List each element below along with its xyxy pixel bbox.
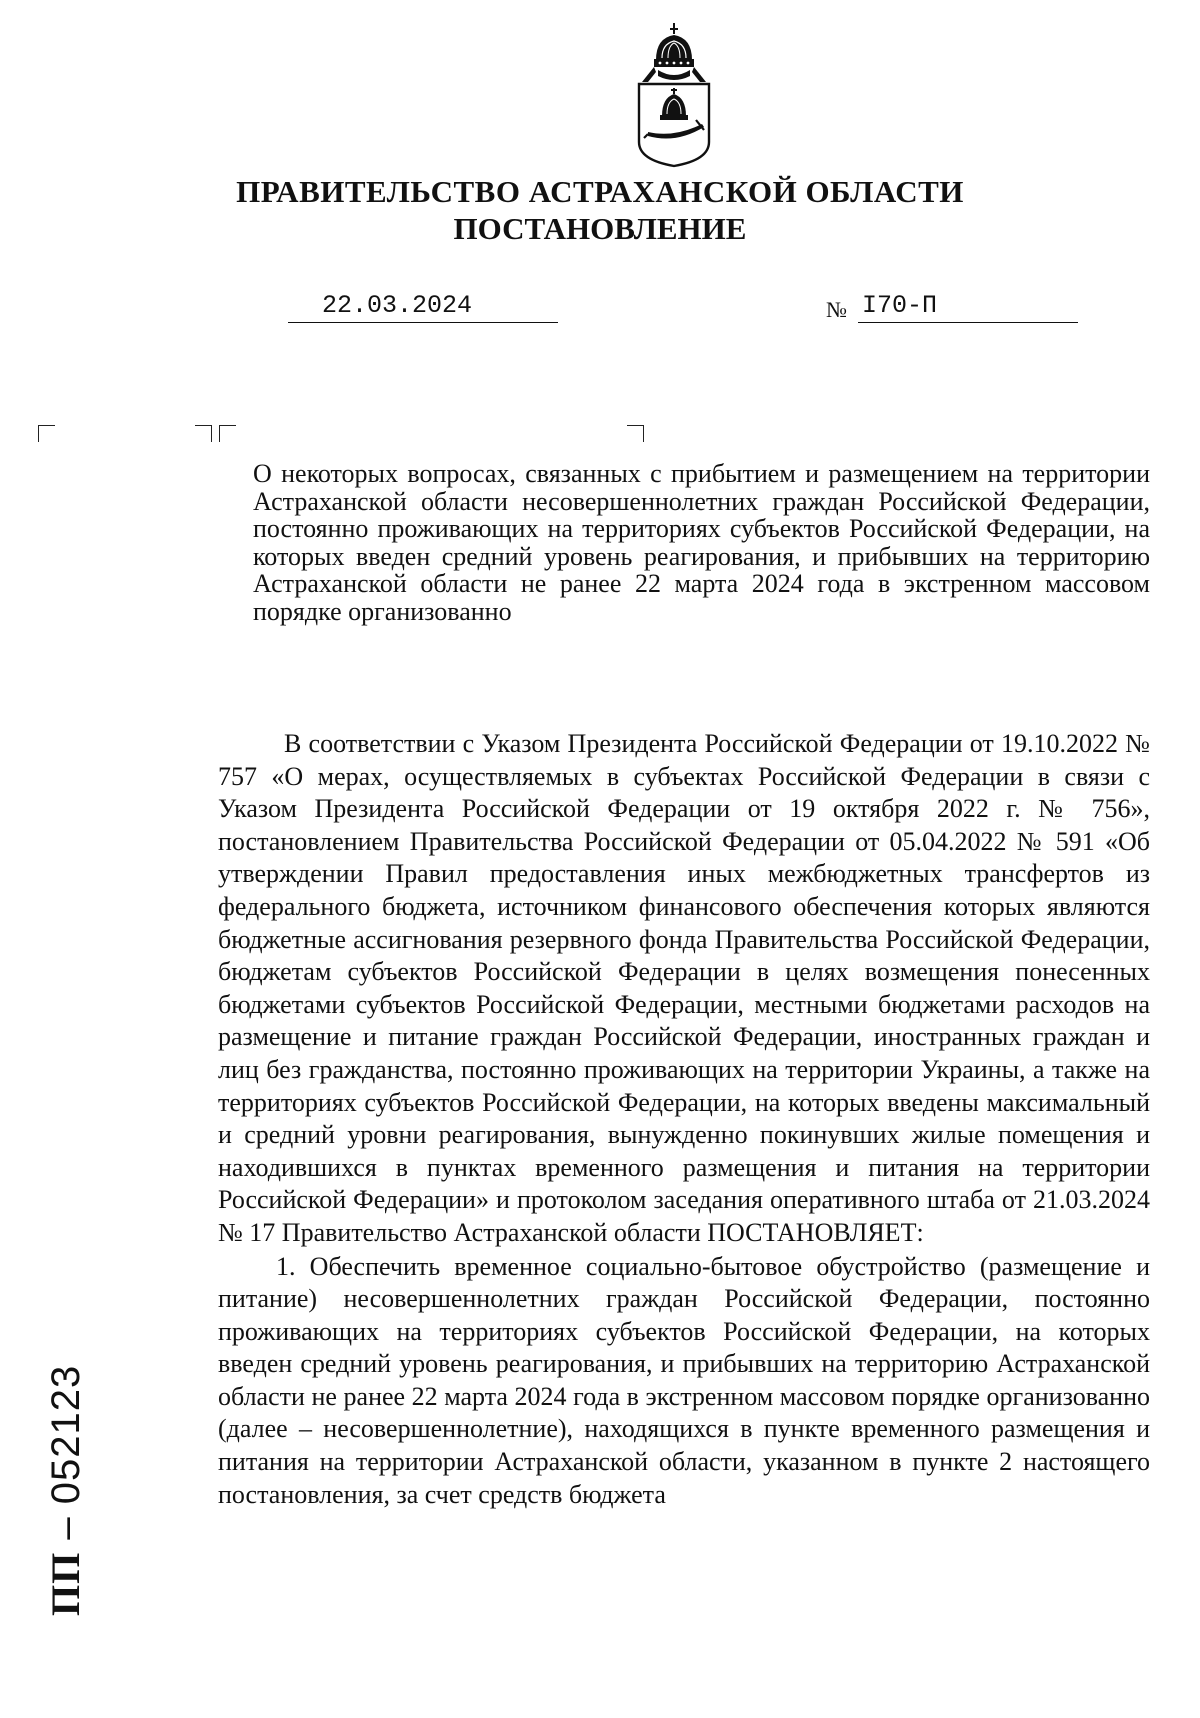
- coat-of-arms-icon: [626, 20, 722, 170]
- corner-mark-top-right: [195, 425, 212, 442]
- document-type-title: ПОСТАНОВЛЕНИЕ: [453, 211, 747, 246]
- document-body: [218, 728, 1150, 1511]
- document-number: I70-П: [862, 291, 938, 320]
- corner-mark-top-right: [627, 425, 644, 442]
- document-subject: О некоторых вопросах, связанных с прибытием и размещением на территории Астраханской области несовершеннолетних граждан Российской Федерации, постоянно проживающих на территориях субъектов Российской Федерации, на которых введен средний уровень реагирования, и прибывших на территорию Астраханской области не ранее 22 марта 2024 года в экстренном массовом порядке организованно: [253, 459, 1150, 626]
- body-paragraph: В соответствии с Указом Президента Российской Федерации от 19.10.2022 № 757 «О мерах, осуществляемых в субъектах Российской Федерации в связи с Указом Президента Российской Федерации от 19 октября 2022 г. № 756», постановлением Правительства Российской Федерации от 05.04.2022 № 591 «Об утверждении Правил предоставления иных межбюджетных трансфертов из федерального бюджета, источником финансового обеспечения которых являются бюджетные ассигнования резервного фонда Правительства Российской Федерации, бюджетам субъектов Российской Федерации в целях возмещения понесенных бюджетами субъектов Российской Федерации, местными бюджетами расходов на размещение и питание граждан Российской Федерации, иностранных граждан и лиц без гражданства, постоянно проживающих на территории Украины, а также на территориях субъектов Российской Федерации, на которых введены максимальный и средний уровни реагирования, вынужденно покинувших жилые помещения и находившихся в пунктах временного размещения и питания на территории Российской Федерации» и протоколом заседания оперативного штаба от 21.03.2024 № 17 Правительство Астраханской области ПОСТАНОВЛЯЕТ:: [218, 729, 1150, 1247]
- corner-mark-top-left: [38, 425, 55, 442]
- document-date: 22.03.2024: [322, 291, 473, 320]
- number-field: [858, 292, 1078, 323]
- registration-prefix: ПП: [43, 1551, 88, 1616]
- registration-separator: –: [44, 1504, 88, 1552]
- organization-title: ПРАВИТЕЛЬСТВО АСТРАХАНСКОЙ ОБЛАСТИ: [236, 174, 964, 209]
- registration-number: [36, 1364, 96, 1616]
- number-sign: №: [826, 297, 847, 322]
- corner-mark-top-left: [219, 425, 236, 442]
- body-paragraph: 1. Обеспечить временное социально-бытовое обустройство (размещение и питание) несовершеннолетних граждан Российской Федерации, постоянно проживающих на территориях субъектов Российской Федерации, на которых введен средний уровень реагирования, и прибывших на территорию Астраханской области не ранее 22 марта 2024 года в экстренном массовом порядке организованно (далее – несовершеннолетние), находящихся в пункте временного размещения и питания на территории Астраханской области, указанном в пункте 2 настоящего постановления, за счет средств бюджета: [218, 1251, 1150, 1509]
- registration-code: 052123: [44, 1364, 88, 1505]
- date-field: [288, 292, 558, 323]
